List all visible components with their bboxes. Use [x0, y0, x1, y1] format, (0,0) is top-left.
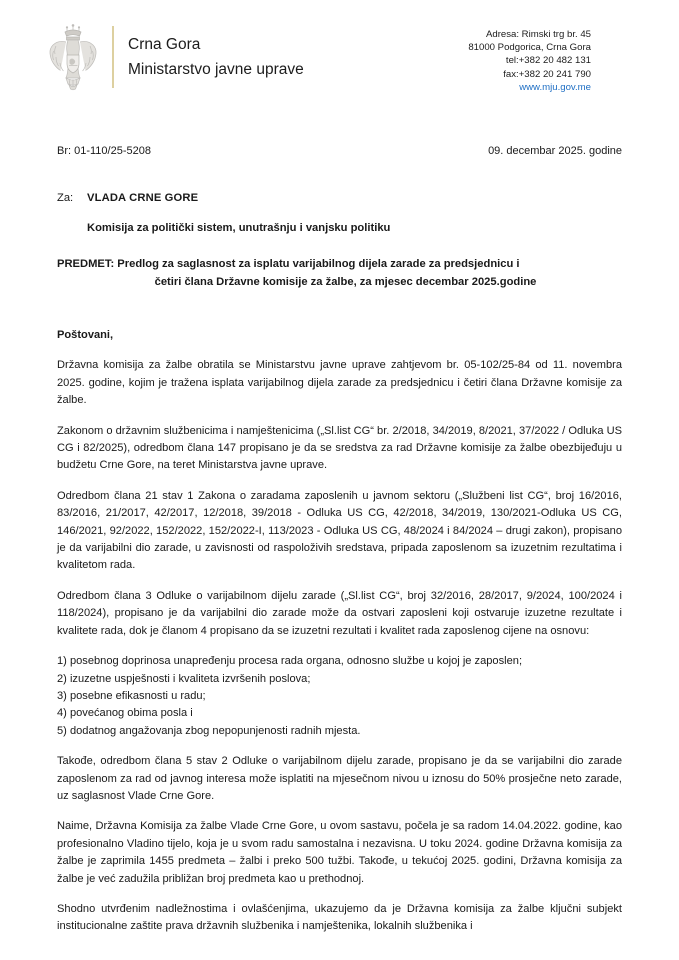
body-paragraph-4: Odredbom člana 3 Odluke o varijabilnom dijelu zarade („Sl.list CG“, broj 32/2016, 28/2017, 9/2024, 100/2024 i 118/2024), propisano je da varijabilni dio zarade može da ostvari zaposleni koji ostvaruje izuzetne rezultate i kvalitete rada, dok je članom 4 propisano da se izuzetni rezultati i kvalitet rada zaposlenog cijene na osnovu:: [57, 589, 622, 637]
addressee-block: [57, 188, 622, 238]
addressee-secondary: Komisija za politički sistem, unutrašnju i vanjsku politiku: [87, 222, 391, 234]
letterhead-divider: [112, 26, 114, 88]
letterhead-titles: [128, 32, 304, 82]
criteria-list: [57, 653, 622, 740]
telephone: tel:+382 20 482 131: [505, 55, 591, 67]
list-item: 1) posebnog doprinosa unapređenju procesa rada organa, odnosno službe u kojoj je zaposlen;: [57, 655, 523, 668]
document-body: [57, 327, 622, 949]
body-paragraph-7: Shodno utvrđenim nadležnostima i ovlašćenjima, ukazujemo da je Državna komisija za žalbe ključni subjekt institucionalne zaštite prava državnih službenika i namještenika, lokalnih službenika i: [57, 902, 622, 933]
list-item: 4) povećanog obima posla i: [57, 707, 193, 720]
salutation: Poštovani,: [57, 329, 114, 341]
body-paragraph-1: Državna komisija za žalbe obratila se Ministarstvu javne uprave zahtjevom br. 05-102/25-84 od 11. novembra 2025. godine, kojim je tražena isplata varijabilnog dijela zarade za predsjednicu i četiri člana Državne komisije za žalbe.: [57, 359, 622, 407]
document-date: 09. decembar 2025. godine: [488, 145, 622, 157]
body-paragraph-6: Naime, Državna Komisija za žalbe Vlade Crne Gore, u ovom sastavu, počela je sa radom 14.04.2022. godine, kao profesionalno Vladino tijelo, koja je u svom radu samostalna i nezavisna. U toku 2024. godine Državna komisija za žalbe je zaprimila 1455 predmeta – žalbi i preko 500 tužbi. Takođe, u tekućoj 2025. godini, Državna komisija za žalbe je već zadužila približan broj predmeta kao u prethodnoj.: [57, 820, 622, 885]
subject-line-2: četiri člana Državne komisije za žalbe, za mjesec decembar 2025.godine: [154, 276, 537, 288]
list-item: 2) izuzetne uspješnosti i kvaliteta izvršenih poslova;: [57, 672, 311, 685]
body-paragraph-2: Zakonom o državnim službenicima i namještenicima („Sl.list CG“ br. 2/2018, 34/2019, 8/2021, 37/2022 / Odluka US CG i 82/2025), odredbom člana 147 propisano je da se sredstva za rad Državne komisije za žalbe obezbijeđuju u budžetu Crne Gore, na teret Ministarstva javne uprave.: [57, 424, 622, 472]
address-line-2: 81000 Podgorica, Crna Gora: [468, 42, 591, 54]
addressee-label: Za:: [57, 192, 74, 204]
list-item: 5) dodatnog angažovanja zbog nepopunjenosti radnih mjesta.: [57, 724, 361, 737]
address-line-1: Adresa: Rimski trg br. 45: [485, 29, 591, 40]
body-paragraph-3: Odredbom člana 21 stav 1 Zakona o zaradama zaposlenih u javnom sektoru („Službeni list CG“, broj 16/2016, 83/2016, 21/2017, 42/2017, 12/2018, 39/2018 - Odluka US CG, 42/2018, 34/2019, 130/2021-Odluka US CG, 146/2021, 92/2022, 152/2022, 152/2022-I, 113/2023 - Odluka US CG, 48/2024 i 84/2024 – drugi zakon), propisano je da varijabilni dio zarade, u zavisnosti od raspoloživih sredstava, pripada zaposlenom sa izuzetnim rezultatima i kvalitetom rada.: [57, 489, 622, 572]
addressee-primary-row: [57, 188, 622, 208]
subject-line-1: PREDMET: Predlog za saglasnost za isplatu varijabilnog dijela zarade za predsjednicu i: [57, 258, 520, 270]
letterhead: [0, 0, 679, 112]
website-link[interactable]: www.mju.gov.me: [519, 81, 591, 93]
letterhead-identity: [44, 22, 304, 92]
reference-number: Br: 01-110/25-5208: [57, 145, 151, 157]
ministry-name: Ministarstvo javne uprave: [128, 61, 304, 78]
subject-block: [57, 255, 622, 291]
fax: fax:+382 20 241 790: [503, 68, 591, 80]
contact-block: [468, 28, 591, 94]
country-name: Crna Gora: [128, 36, 201, 53]
list-item: 3) posebne efikasnosti u radu;: [57, 689, 206, 702]
addressee-primary: VLADA CRNE GORE: [87, 192, 199, 204]
montenegro-coat-of-arms-icon: [44, 22, 102, 92]
body-paragraph-5: Takođe, odredbom člana 5 stav 2 Odluke o varijabilnom dijelu zarade, propisano je da se varijabilni dio zarade zaposlenom za rad od javnog interesa može isplatiti na mjesečnom nivou u iznosu do 50% prosječne neto zarade, uz saglasnost Vlade Crne Gore.: [57, 755, 622, 802]
reference-date-row: [57, 143, 622, 159]
